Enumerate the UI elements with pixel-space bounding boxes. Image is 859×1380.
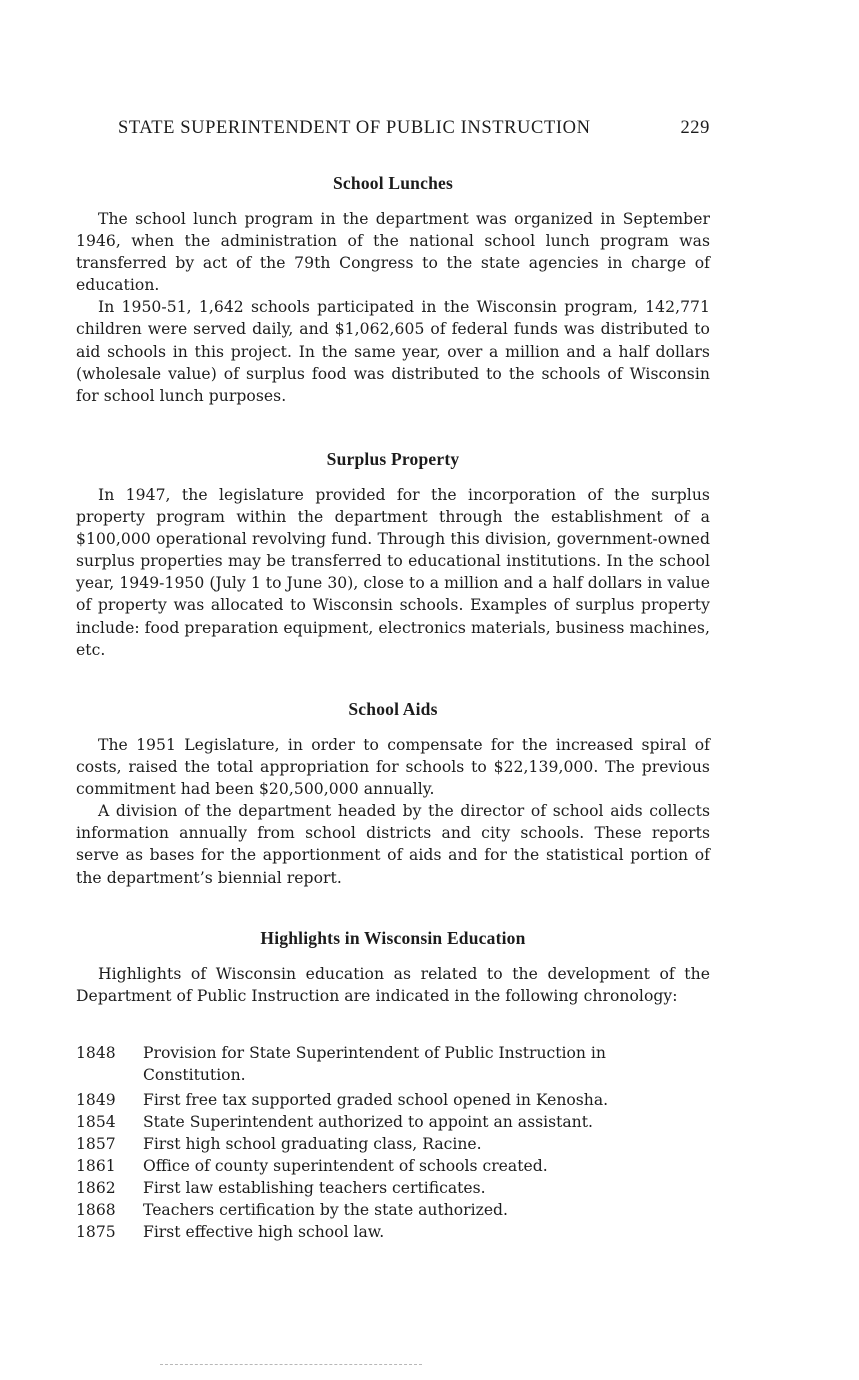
chronology-text: First high school graduating class, Racine. xyxy=(143,1135,482,1153)
chronology-item xyxy=(76,1111,710,1133)
chronology-year: 1849 xyxy=(76,1091,116,1109)
chronology-year: 1848 xyxy=(76,1044,116,1062)
chronology-list xyxy=(76,1042,710,1243)
chronology-text: First effective high school law. xyxy=(143,1223,385,1241)
running-title: STATE SUPERINTENDENT OF PUBLIC INSTRUCTION xyxy=(118,118,591,138)
chronology-text: First law establishing teachers certificates. xyxy=(143,1179,486,1197)
section-school-lunches xyxy=(76,208,710,407)
chronology-text: Teachers certification by the state authorized. xyxy=(143,1201,508,1219)
chronology-item xyxy=(76,1199,710,1221)
paragraph: In 1947, the legislature provided for the incorporation of the surplus property program within the department through the establishment of a $100,000 operational revolving fund. Through this division, government-owned surplus properties may be transferred to educational institutions. In the school year, 1949-1950 (July 1 to June 30), close to a million and a half dollars in value of property was allocated to Wisconsin schools. Examples of surplus property include: food preparation equipment, electronics materials, business machines, etc. xyxy=(76,486,710,659)
page-number: 229 xyxy=(680,118,710,138)
chronology-text: State Superintendent authorized to appoint an assistant. xyxy=(143,1113,593,1131)
chronology-year: 1868 xyxy=(76,1201,116,1219)
chronology-text: Provision for State Superintendent of Public Instruction in Constitution. xyxy=(143,1044,606,1084)
paragraph: Highlights of Wisconsin education as related to the development of the Department of Public Instruction are indicated in the following chronology: xyxy=(76,965,710,1006)
section-highlights xyxy=(76,963,710,1007)
section-school-aids xyxy=(76,734,710,889)
chronology-item xyxy=(76,1089,710,1111)
paragraph: The 1951 Legislature, in order to compensate for the increased spiral of costs, raised the total appropriation for schools to $22,139,000. The previous commitment had been $20,500,000 annually. xyxy=(76,736,710,799)
chronology-item xyxy=(76,1155,710,1177)
paragraph: In 1950-51, 1,642 schools participated in the Wisconsin program, 142,771 children were served daily, and $1,062,605 of federal funds was distributed to aid schools in this project. In the same year, over a million and a half dollars (wholesale value) of surplus food was distributed to the schools of Wisconsin for school lunch purposes. xyxy=(76,298,710,405)
chronology-item xyxy=(76,1042,710,1086)
chronology-year: 1862 xyxy=(76,1179,116,1197)
heading-highlights: Highlights in Wisconsin Education xyxy=(260,928,526,948)
section-surplus-property xyxy=(76,484,710,661)
chronology-item xyxy=(76,1177,710,1199)
footer-rule xyxy=(160,1364,422,1365)
running-head xyxy=(118,118,710,139)
chronology-item xyxy=(76,1133,710,1155)
chronology-text: First free tax supported graded school opened in Kenosha. xyxy=(143,1091,609,1109)
paragraph: A division of the department headed by the director of school aids collects information annually from school districts and city schools. These reports serve as bases for the apportionment of aids and for the statistical portion of the department’s biennial report. xyxy=(76,802,710,887)
heading-surplus-property: Surplus Property xyxy=(326,449,460,469)
chronology-item xyxy=(76,1221,710,1243)
chronology-year: 1861 xyxy=(76,1157,116,1175)
chronology-year: 1857 xyxy=(76,1135,116,1153)
chronology-year: 1875 xyxy=(76,1223,116,1241)
heading-school-lunches: School Lunches xyxy=(333,173,453,193)
paragraph: The school lunch program in the department was organized in September 1946, when the administration of the national school lunch program was transferred by act of the 79th Congress to the state agencies in charge of education. xyxy=(76,210,710,295)
chronology-text: Office of county superintendent of schools created. xyxy=(143,1157,548,1175)
heading-school-aids: School Aids xyxy=(348,699,438,719)
chronology-year: 1854 xyxy=(76,1113,116,1131)
